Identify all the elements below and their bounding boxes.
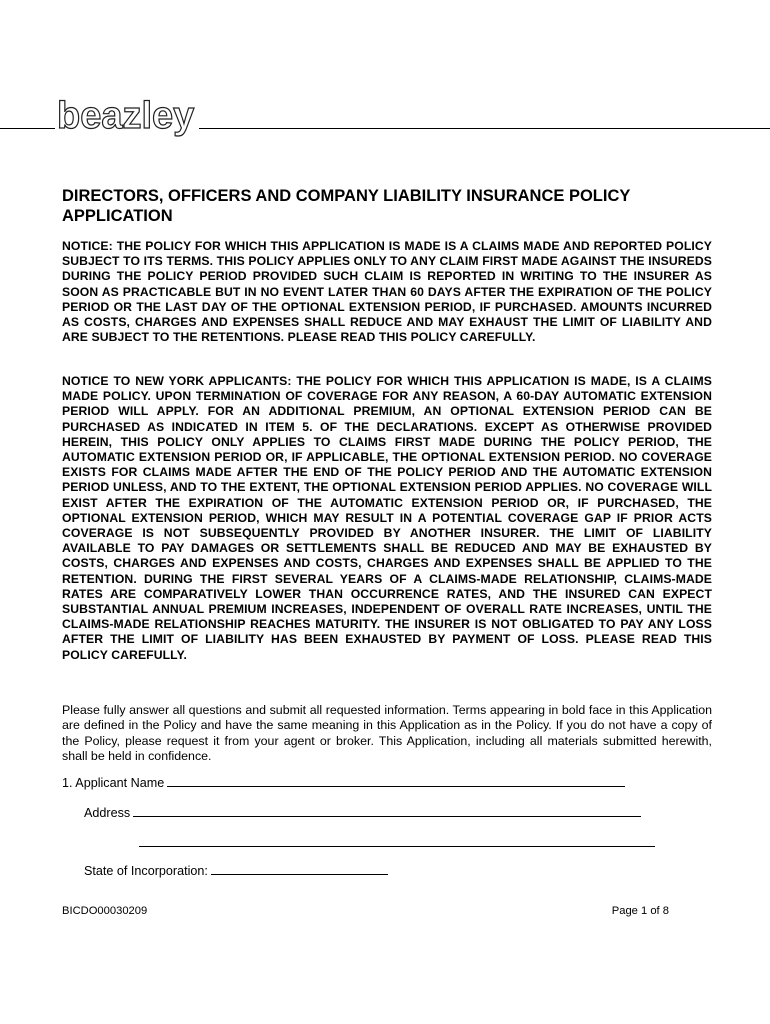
beazley-logo: beazley [55, 96, 199, 136]
address-row-2 [84, 835, 655, 851]
state-of-incorporation-row [84, 863, 388, 879]
form-code: BICDO00030209 [62, 905, 148, 917]
applicant-name-label: 1. Applicant Name [62, 776, 165, 790]
address-field-line-1[interactable] [133, 805, 641, 817]
address-row [84, 805, 641, 821]
address-field-line-2[interactable] [139, 835, 655, 847]
state-of-incorporation-field[interactable] [211, 863, 388, 875]
applicant-name-row [62, 775, 625, 791]
applicant-name-field[interactable] [167, 775, 625, 787]
page-number: Page 1 of 8 [611, 905, 669, 917]
address-label: Address [84, 806, 131, 820]
claims-made-notice: NOTICE: THE POLICY FOR WHICH THIS APPLICATION IS MADE IS A CLAIMS MADE AND REPORTED POLICY SUBJECT TO ITS TERMS. THIS POLICY APPLIES ONLY TO ANY CLAIM FIRST MADE AGAINST THE INSUREDS DURING THE POLICY PERIOD PROVIDED SUCH CLAIM IS REPORTED IN WRITING TO THE INSURER AS SOON AS PRACTICABLE BUT IN NO EVENT LATER THAN 60 DAYS AFTER THE EXPIRATION OF THE POLICY PERIOD OR THE LAST DAY OF THE OPTIONAL EXTENSION PERIOD, IF PURCHASED. AMOUNTS INCURRED AS COSTS, CHARGES AND EXPENSES SHALL REDUCE AND MAY EXHAUST THE LIMIT OF LIABILITY AND ARE SUBJECT TO THE RETENTIONS. PLEASE READ THIS POLICY CAREFULLY. [62, 239, 712, 345]
instructions-paragraph: Please fully answer all questions and submit all requested information. Terms appearing in bold face in this Application are defined in the Policy and have the same meaning in this Application as in the Policy. If you do not have a copy of the Policy, please request it from your agent or broker. This Application, including all materials submitted herewith, shall be held in confidence. [62, 703, 712, 763]
document-title: DIRECTORS, OFFICERS AND COMPANY LIABILITY INSURANCE POLICY APPLICATION [62, 187, 631, 225]
new-york-notice: NOTICE TO NEW YORK APPLICANTS: THE POLICY FOR WHICH THIS APPLICATION IS MADE, IS A CLAIMS MADE POLICY. UPON TERMINATION OF COVERAGE FOR ANY REASON, A 60-DAY AUTOMATIC EXTENSION PERIOD WILL APPLY. FOR AN ADDITIONAL PREMIUM, AN OPTIONAL EXTENSION PERIOD CAN BE PURCHASED AS INDICATED IN ITEM 5. OF THE DECLARATIONS. EXCEPT AS OTHERWISE PROVIDED HEREIN, THIS POLICY ONLY APPLIES TO CLAIMS FIRST MADE DURING THE POLICY PERIOD, THE AUTOMATIC EXTENSION PERIOD OR, IF APPLICABLE, THE OPTIONAL EXTENSION PERIOD. NO COVERAGE EXISTS FOR CLAIMS MADE AFTER THE END OF THE POLICY PERIOD AND THE AUTOMATIC EXTENSION PERIOD UNLESS, AND TO THE EXTENT, THE OPTIONAL EXTENSION PERIOD APPLIES. NO COVERAGE WILL EXIST AFTER THE EXPIRATION OF THE AUTOMATIC EXTENSION PERIOD OR, IF PURCHASED, THE OPTIONAL EXTENSION PERIOD, WHICH MAY RESULT IN A POTENTIAL COVERAGE GAP IF PRIOR ACTS COVERAGE IS NOT SUBSEQUENTLY PROVIDED BY ANOTHER INSURER. THE LIMIT OF LIABILITY AVAILABLE TO PAY DAMAGES OR SETTLEMENTS SHALL BE REDUCED AND MAY BE EXHAUSTED BY COSTS, CHARGES AND EXPENSES AND COSTS, CHARGES AND EXPENSES SHALL BE APPLIED TO THE RETENTION. DURING THE FIRST SEVERAL YEARS OF A CLAIMS-MADE RELATIONSHIP, CLAIMS-MADE RATES ARE COMPARATIVELY LOWER THAN OCCURRENCE RATES, AND THE INSURED CAN EXPECT SUBSTANTIAL ANNUAL PREMIUM INCREASES, INDEPENDENT OF OVERALL RATE INCREASES, UNTIL THE CLAIMS-MADE RELATIONSHIP REACHES MATURITY. THE INSURER IS NOT OBLIGATED TO PAY ANY LOSS AFTER THE LIMIT OF LIABILITY HAS BEEN EXHAUSTED BY PAYMENT OF LOSS. PLEASE READ THIS POLICY CAREFULLY. [62, 374, 712, 662]
state-of-incorporation-label: State of Incorporation: [84, 864, 208, 878]
